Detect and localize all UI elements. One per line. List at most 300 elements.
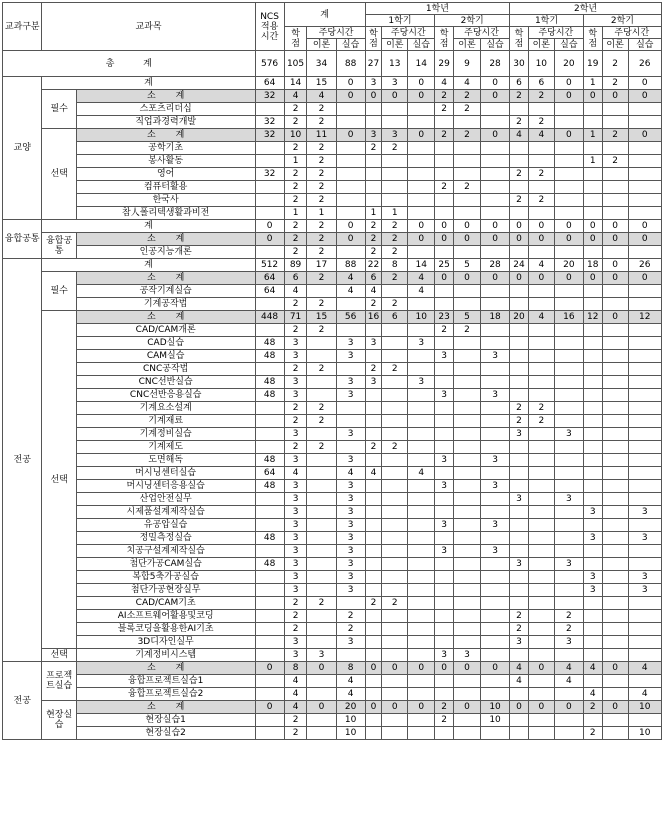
value-cell — [602, 402, 628, 415]
value-cell — [481, 363, 510, 376]
value-cell: 3 — [336, 428, 365, 441]
value-cell: 0 — [583, 233, 602, 246]
value-cell — [382, 103, 408, 116]
value-cell — [554, 571, 583, 584]
value-cell — [408, 649, 435, 662]
value-cell — [453, 454, 480, 467]
value-cell — [510, 506, 529, 519]
value-cell — [307, 337, 336, 350]
value-cell — [583, 636, 602, 649]
subgroup-label: 필수 — [42, 272, 76, 311]
value-cell — [336, 363, 365, 376]
value-cell: 71 — [284, 311, 307, 324]
value-cell: 10 — [408, 311, 435, 324]
value-cell — [382, 532, 408, 545]
value-cell — [365, 558, 382, 571]
value-cell: 10 — [628, 701, 661, 714]
value-cell: 2 — [602, 51, 628, 77]
value-cell — [382, 415, 408, 428]
course-row — [3, 207, 662, 220]
value-cell: 13 — [382, 51, 408, 77]
value-cell: 64 — [255, 77, 284, 90]
value-cell: 3 — [284, 480, 307, 493]
value-cell — [628, 168, 661, 181]
value-cell — [528, 597, 554, 610]
value-cell: 4 — [365, 467, 382, 480]
course-name: CNC선반실습 — [76, 376, 255, 389]
value-cell — [528, 363, 554, 376]
value-cell — [528, 571, 554, 584]
course-name: 스포츠리더십 — [76, 103, 255, 116]
value-cell: 56 — [336, 311, 365, 324]
value-cell — [510, 324, 529, 337]
value-cell — [554, 285, 583, 298]
value-cell — [255, 246, 284, 259]
value-cell — [435, 363, 454, 376]
value-cell: 0 — [408, 701, 435, 714]
value-cell — [453, 714, 480, 727]
value-cell: 0 — [481, 662, 510, 675]
value-cell — [510, 155, 529, 168]
value-cell — [408, 415, 435, 428]
value-cell — [481, 376, 510, 389]
value-cell — [583, 350, 602, 363]
value-cell: 4 — [408, 272, 435, 285]
group-total-row — [3, 259, 662, 272]
course-name: 3D디자인실무 — [76, 636, 255, 649]
value-cell: 1 — [365, 207, 382, 220]
value-cell: 2 — [510, 90, 529, 103]
value-cell: 4 — [510, 675, 529, 688]
value-cell: 4 — [284, 90, 307, 103]
value-cell — [408, 389, 435, 402]
value-cell: 2 — [284, 298, 307, 311]
value-cell — [255, 584, 284, 597]
value-cell — [365, 623, 382, 636]
value-cell — [365, 649, 382, 662]
value-cell: 0 — [628, 90, 661, 103]
value-cell: 10 — [628, 727, 661, 740]
value-cell — [602, 103, 628, 116]
value-cell — [510, 350, 529, 363]
value-cell — [435, 246, 454, 259]
value-cell — [365, 545, 382, 558]
course-name: 직업과경력개발 — [76, 116, 255, 129]
value-cell: 4 — [336, 467, 365, 480]
value-cell — [510, 519, 529, 532]
value-cell — [481, 493, 510, 506]
value-cell: 0 — [481, 233, 510, 246]
course-name: 유공압실습 — [76, 519, 255, 532]
value-cell — [382, 636, 408, 649]
value-cell: 18 — [481, 311, 510, 324]
value-cell: 3 — [284, 532, 307, 545]
course-name: 치공구설계제작실습 — [76, 545, 255, 558]
value-cell — [602, 610, 628, 623]
value-cell — [583, 142, 602, 155]
value-cell — [628, 610, 661, 623]
value-cell: 2 — [284, 194, 307, 207]
value-cell — [435, 194, 454, 207]
value-cell — [628, 467, 661, 480]
value-cell: 2 — [510, 168, 529, 181]
value-cell: 2 — [307, 142, 336, 155]
value-cell: 3 — [284, 519, 307, 532]
value-cell — [481, 324, 510, 337]
header-weekly: 주당시간 — [307, 27, 365, 39]
value-cell — [365, 389, 382, 402]
value-cell: 0 — [602, 662, 628, 675]
value-cell: 89 — [284, 259, 307, 272]
value-cell: 3 — [628, 584, 661, 597]
value-cell — [255, 623, 284, 636]
value-cell — [408, 688, 435, 701]
value-cell: 0 — [481, 90, 510, 103]
value-cell — [554, 246, 583, 259]
value-cell — [365, 688, 382, 701]
value-cell: 2 — [435, 129, 454, 142]
value-cell — [382, 571, 408, 584]
value-cell: 2 — [382, 233, 408, 246]
value-cell: 48 — [255, 532, 284, 545]
value-cell: 2 — [284, 623, 307, 636]
value-cell — [255, 402, 284, 415]
value-cell — [453, 623, 480, 636]
value-cell — [602, 246, 628, 259]
value-cell — [528, 688, 554, 701]
value-cell: 3 — [365, 376, 382, 389]
value-cell: 1 — [583, 77, 602, 90]
value-cell — [453, 194, 480, 207]
value-cell — [382, 623, 408, 636]
value-cell: 0 — [336, 77, 365, 90]
value-cell: 2 — [365, 246, 382, 259]
value-cell: 3 — [336, 636, 365, 649]
value-cell: 2 — [382, 142, 408, 155]
value-cell — [453, 298, 480, 311]
subtotal-row — [3, 272, 662, 285]
value-cell — [481, 649, 510, 662]
value-cell — [528, 610, 554, 623]
header-credit: 학 점 — [510, 27, 529, 51]
value-cell — [255, 649, 284, 662]
value-cell: 2 — [365, 220, 382, 233]
value-cell: 14 — [408, 51, 435, 77]
value-cell — [255, 363, 284, 376]
value-cell — [602, 467, 628, 480]
value-cell: 105 — [284, 51, 307, 77]
value-cell — [554, 688, 583, 701]
subgroup-label: 선택 — [42, 129, 76, 220]
value-cell: 48 — [255, 389, 284, 402]
value-cell — [528, 441, 554, 454]
value-cell — [408, 363, 435, 376]
value-cell — [554, 363, 583, 376]
value-cell: 0 — [307, 701, 336, 714]
value-cell — [583, 207, 602, 220]
value-cell: 10 — [336, 714, 365, 727]
value-cell: 48 — [255, 454, 284, 467]
value-cell — [583, 389, 602, 402]
value-cell — [628, 493, 661, 506]
value-cell — [408, 493, 435, 506]
header-theory: 이론 — [382, 39, 408, 51]
value-cell: 3 — [628, 506, 661, 519]
value-cell — [382, 649, 408, 662]
value-cell — [336, 246, 365, 259]
header-ncs-hours: NCS 적용 시간 — [255, 3, 284, 51]
value-cell — [628, 155, 661, 168]
value-cell: 2 — [307, 402, 336, 415]
value-cell: 0 — [602, 272, 628, 285]
value-cell — [481, 103, 510, 116]
value-cell — [602, 532, 628, 545]
value-cell: 2 — [365, 298, 382, 311]
value-cell — [583, 480, 602, 493]
value-cell: 4 — [528, 259, 554, 272]
value-cell — [307, 285, 336, 298]
value-cell — [255, 415, 284, 428]
value-cell: 4 — [336, 675, 365, 688]
subgroup-label: 프로젝트실습 — [42, 662, 76, 701]
value-cell — [481, 181, 510, 194]
value-cell: 3 — [435, 545, 454, 558]
value-cell: 2 — [528, 116, 554, 129]
course-row — [3, 168, 662, 181]
value-cell — [453, 467, 480, 480]
value-cell — [453, 675, 480, 688]
value-cell: 8 — [336, 662, 365, 675]
course-name: 첨단가공현장실무 — [76, 584, 255, 597]
value-cell: 8 — [284, 662, 307, 675]
value-cell: 4 — [583, 662, 602, 675]
value-cell — [481, 207, 510, 220]
value-cell — [628, 636, 661, 649]
value-cell — [307, 376, 336, 389]
value-cell — [365, 181, 382, 194]
header-y1-sem1: 1학기 — [365, 15, 435, 27]
value-cell — [583, 376, 602, 389]
value-cell: 23 — [435, 311, 454, 324]
course-row — [3, 285, 662, 298]
value-cell — [255, 493, 284, 506]
value-cell: 2 — [284, 103, 307, 116]
value-cell: 3 — [284, 636, 307, 649]
value-cell — [435, 493, 454, 506]
value-cell — [628, 181, 661, 194]
value-cell — [583, 675, 602, 688]
course-row — [3, 350, 662, 363]
value-cell: 3 — [336, 493, 365, 506]
value-cell: 0 — [554, 129, 583, 142]
value-cell — [365, 103, 382, 116]
course-row — [3, 714, 662, 727]
value-cell — [408, 168, 435, 181]
value-cell — [583, 415, 602, 428]
value-cell — [481, 441, 510, 454]
value-cell — [528, 623, 554, 636]
value-cell — [382, 714, 408, 727]
value-cell — [602, 415, 628, 428]
value-cell — [408, 636, 435, 649]
value-cell: 2 — [382, 441, 408, 454]
course-row — [3, 727, 662, 740]
value-cell: 1 — [307, 207, 336, 220]
value-cell — [408, 532, 435, 545]
value-cell — [365, 519, 382, 532]
value-cell — [510, 337, 529, 350]
value-cell — [408, 298, 435, 311]
value-cell — [453, 246, 480, 259]
value-cell: 0 — [408, 90, 435, 103]
course-row — [3, 441, 662, 454]
value-cell — [510, 649, 529, 662]
value-cell — [408, 142, 435, 155]
value-cell — [481, 727, 510, 740]
value-cell: 2 — [528, 90, 554, 103]
course-row — [3, 103, 662, 116]
value-cell: 0 — [336, 220, 365, 233]
course-name: 정밀측정실습 — [76, 532, 255, 545]
header-credit: 학 점 — [365, 27, 382, 51]
value-cell — [408, 584, 435, 597]
value-cell — [628, 350, 661, 363]
value-cell — [528, 454, 554, 467]
course-name: 블록코딩을활용한AI기초 — [76, 623, 255, 636]
value-cell: 0 — [408, 662, 435, 675]
course-row — [3, 506, 662, 519]
value-cell: 2 — [453, 129, 480, 142]
value-cell: 18 — [583, 259, 602, 272]
value-cell: 3 — [583, 532, 602, 545]
subgroup-label: 현장실습 — [42, 701, 76, 740]
course-row — [3, 675, 662, 688]
value-cell — [602, 194, 628, 207]
value-cell: 0 — [481, 272, 510, 285]
subtotal-label: 소 계 — [76, 233, 255, 246]
value-cell: 2 — [307, 246, 336, 259]
table-body — [3, 51, 662, 740]
value-cell — [554, 155, 583, 168]
value-cell — [628, 428, 661, 441]
value-cell: 3 — [481, 389, 510, 402]
value-cell: 3 — [336, 519, 365, 532]
value-cell: 24 — [510, 259, 529, 272]
value-cell: 22 — [365, 259, 382, 272]
value-cell — [583, 558, 602, 571]
value-cell — [602, 649, 628, 662]
value-cell — [336, 168, 365, 181]
value-cell: 4 — [510, 129, 529, 142]
value-cell — [481, 506, 510, 519]
course-name: 기계요소설계 — [76, 402, 255, 415]
value-cell — [365, 454, 382, 467]
value-cell — [481, 415, 510, 428]
course-name: 융합프로젝트실습1 — [76, 675, 255, 688]
value-cell: 3 — [554, 558, 583, 571]
value-cell — [435, 168, 454, 181]
value-cell — [583, 103, 602, 116]
value-cell — [336, 155, 365, 168]
value-cell — [510, 571, 529, 584]
value-cell: 3 — [284, 545, 307, 558]
value-cell: 48 — [255, 480, 284, 493]
value-cell: 2 — [307, 233, 336, 246]
value-cell — [408, 506, 435, 519]
value-cell: 3 — [284, 558, 307, 571]
value-cell — [510, 454, 529, 467]
value-cell: 0 — [365, 662, 382, 675]
value-cell — [481, 467, 510, 480]
course-row — [3, 649, 662, 662]
value-cell — [365, 116, 382, 129]
value-cell — [435, 441, 454, 454]
subtotal-label: 소 계 — [76, 129, 255, 142]
value-cell: 0 — [435, 220, 454, 233]
course-name: 머시닝센터실습 — [76, 467, 255, 480]
value-cell — [554, 207, 583, 220]
value-cell — [365, 402, 382, 415]
value-cell — [628, 415, 661, 428]
value-cell — [528, 324, 554, 337]
value-cell — [628, 285, 661, 298]
course-name: CAD실습 — [76, 337, 255, 350]
value-cell — [583, 285, 602, 298]
value-cell: 2 — [510, 610, 529, 623]
value-cell — [628, 454, 661, 467]
value-cell: 20 — [510, 311, 529, 324]
value-cell — [307, 610, 336, 623]
course-row — [3, 571, 662, 584]
value-cell — [365, 610, 382, 623]
value-cell — [365, 415, 382, 428]
value-cell — [554, 584, 583, 597]
value-cell — [365, 493, 382, 506]
header-credit: 학 점 — [583, 27, 602, 51]
value-cell: 2 — [602, 155, 628, 168]
header-practice: 실습 — [408, 39, 435, 51]
category-label: 전공 — [3, 259, 42, 662]
value-cell: 20 — [554, 51, 583, 77]
value-cell — [554, 298, 583, 311]
course-row — [3, 545, 662, 558]
value-cell — [554, 376, 583, 389]
value-cell: 3 — [510, 558, 529, 571]
value-cell: 2 — [284, 181, 307, 194]
header-y2-sem1: 1학기 — [510, 15, 584, 27]
header-y2-sem2: 2학기 — [583, 15, 661, 27]
value-cell — [255, 155, 284, 168]
value-cell — [628, 337, 661, 350]
value-cell: 2 — [307, 168, 336, 181]
course-name: 현장실습2 — [76, 727, 255, 740]
value-cell — [435, 298, 454, 311]
value-cell: 3 — [336, 337, 365, 350]
value-cell: 0 — [255, 662, 284, 675]
value-cell — [528, 480, 554, 493]
header-year1: 1학년 — [365, 3, 509, 15]
value-cell: 2 — [583, 727, 602, 740]
value-cell — [583, 181, 602, 194]
value-cell — [528, 285, 554, 298]
value-cell: 3 — [481, 519, 510, 532]
value-cell — [602, 350, 628, 363]
value-cell — [453, 402, 480, 415]
value-cell — [255, 324, 284, 337]
value-cell: 0 — [528, 220, 554, 233]
value-cell — [255, 714, 284, 727]
value-cell — [628, 714, 661, 727]
